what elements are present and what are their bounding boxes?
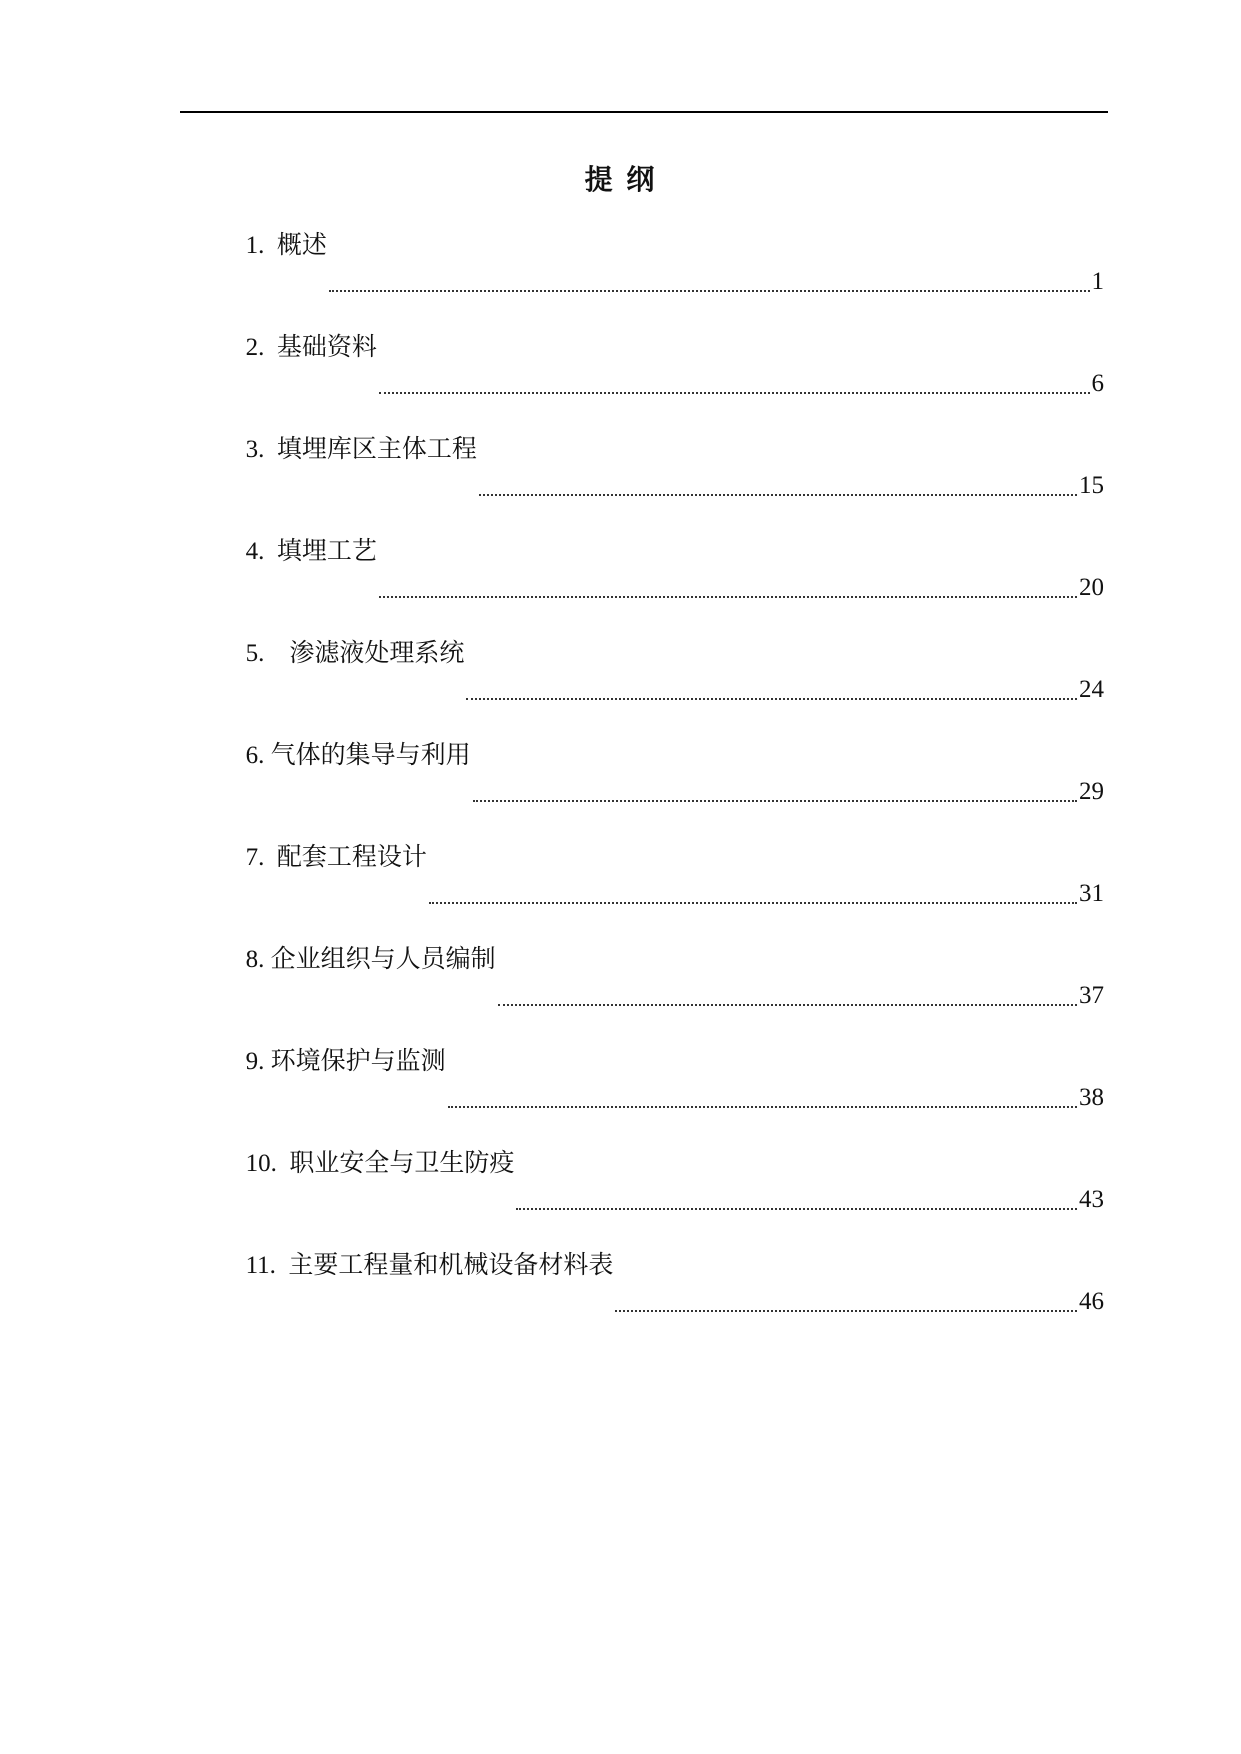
toc-entry-label: 企业组织与人员编制 (270, 944, 496, 973)
toc-leader-dots (379, 596, 1077, 598)
toc-entry-page: 1 (1091, 268, 1104, 295)
toc-entry-number: 8. (245, 946, 271, 973)
toc-leader-dots (429, 902, 1077, 904)
toc-entry-number: 5. (245, 640, 290, 667)
toc-entry-label: 气体的集导与利用 (270, 740, 471, 769)
toc-entry-number: 9. (245, 1048, 271, 1075)
table-of-contents (182, 230, 1104, 1386)
document-title: 提 纲 (584, 163, 657, 196)
toc-entry-label: 填埋库区主体工程 (276, 434, 477, 463)
toc-entry-number: 1. (245, 232, 277, 259)
toc-entry-number: 6. (245, 742, 271, 769)
toc-leader-dots (379, 392, 1090, 394)
toc-entry-number: 7. (245, 844, 277, 871)
toc-entry-11[interactable] (182, 1250, 1104, 1320)
toc-entry-number: 4. (245, 538, 277, 565)
toc-entry-label: 填埋工艺 (276, 536, 377, 565)
toc-entry-label: 概述 (276, 230, 327, 259)
toc-entry-page: 24 (1079, 676, 1104, 703)
toc-entry-label: 配套工程设计 (276, 842, 427, 871)
toc-entry-label: 渗滤液处理系统 (289, 638, 465, 667)
toc-leader-dots (498, 1004, 1077, 1006)
toc-entry-label: 主要工程量和机械设备材料表 (288, 1250, 614, 1279)
toc-leader-dots (329, 290, 1090, 292)
toc-entry-page: 43 (1079, 1186, 1104, 1213)
toc-leader-dots (615, 1310, 1077, 1312)
toc-entry-page: 29 (1079, 778, 1104, 805)
toc-entry-page: 37 (1079, 982, 1104, 1009)
toc-entry-page: 15 (1079, 472, 1104, 499)
toc-leader-dots (473, 800, 1077, 802)
toc-leader-dots (516, 1208, 1077, 1210)
toc-entry-label: 环境保护与监测 (270, 1046, 446, 1075)
toc-leader-dots (479, 494, 1077, 496)
toc-entry-label: 职业安全与卫生防疫 (289, 1148, 515, 1177)
toc-entry-page: 31 (1079, 880, 1104, 907)
header-rule (180, 111, 1108, 113)
toc-entry-label: 基础资料 (276, 332, 377, 361)
toc-entry-page: 46 (1079, 1288, 1104, 1315)
toc-leader-dots (466, 698, 1077, 700)
toc-entry-page: 20 (1079, 574, 1104, 601)
toc-entry-page: 6 (1091, 370, 1104, 397)
toc-leader-dots (448, 1106, 1077, 1108)
toc-entry-number: 3. (245, 436, 277, 463)
toc-entry-page: 38 (1079, 1084, 1104, 1111)
toc-entry-number: 11. (245, 1252, 289, 1279)
toc-entry-number: 2. (245, 334, 277, 361)
toc-entry-number: 10. (245, 1150, 290, 1177)
